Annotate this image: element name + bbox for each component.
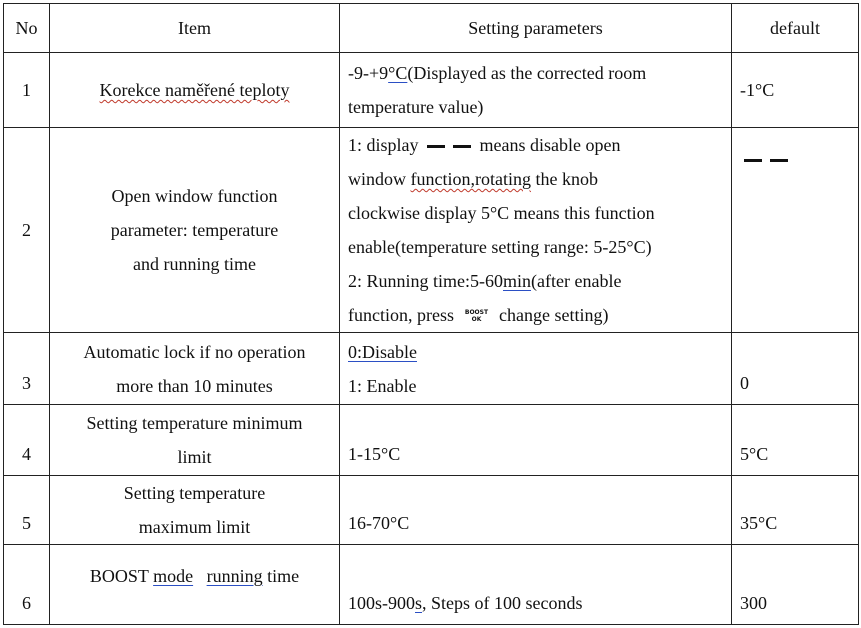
setting-text: , Steps of 100 seconds	[422, 593, 583, 613]
row-default: 5°C	[732, 405, 859, 476]
setting-line: enable(temperature setting range: 5-25°C)	[348, 237, 652, 257]
item-line: Setting temperature	[123, 483, 266, 503]
row-item	[50, 53, 340, 128]
table-row	[4, 53, 859, 128]
header-default: default	[732, 4, 859, 53]
setting-unit: s	[415, 593, 423, 613]
row-default: 35°C	[732, 476, 859, 545]
row-number: 3	[4, 333, 50, 405]
header-setting-parameters: Setting parameters	[340, 4, 732, 53]
row-number: 5	[4, 476, 50, 545]
setting-text: 1: display	[348, 135, 419, 155]
row-item	[50, 545, 340, 625]
setting-line	[348, 128, 723, 162]
setting-text: (after enable	[531, 271, 622, 291]
item-text: running	[206, 566, 263, 586]
setting-unit: °C	[388, 63, 408, 83]
row-setting: 16-70°C	[340, 476, 732, 545]
item-text: mode	[153, 566, 194, 586]
row-number: 1	[4, 53, 50, 128]
row-setting	[340, 53, 732, 128]
settings-table	[3, 3, 859, 625]
setting-text: means disable open	[479, 135, 621, 155]
setting-text: function, press	[348, 305, 454, 325]
item-text: time	[267, 566, 300, 586]
setting-text: window	[348, 169, 406, 189]
table-row	[4, 333, 859, 405]
row-number: 6	[4, 545, 50, 625]
row-item	[50, 476, 340, 545]
setting-note: (Displayed as the corrected room temperature value)	[348, 63, 647, 117]
item-line: and running time	[133, 254, 256, 274]
item-line: more than 10 minutes	[116, 375, 273, 396]
dash-dash-icon	[423, 135, 475, 155]
header-row	[4, 4, 859, 53]
table-row	[4, 405, 859, 476]
setting-line	[348, 264, 723, 298]
setting-text: function,rotating	[410, 169, 531, 189]
row-setting	[340, 128, 732, 333]
item-line: Open window function	[111, 186, 278, 206]
setting-text: 2: Running time:5-60	[348, 271, 503, 291]
setting-line: 0:Disable	[348, 341, 417, 362]
table-row	[4, 476, 859, 545]
header-item: Item	[50, 4, 340, 53]
dash-dash-icon	[740, 142, 792, 176]
row-setting: 1-15°C	[340, 405, 732, 476]
item-line: Automatic lock if no operation	[83, 341, 306, 362]
item-line: Setting temperature minimum	[86, 413, 303, 433]
setting-line: 1: Enable	[348, 375, 417, 396]
setting-text: 100s-900	[348, 593, 415, 613]
table-row	[4, 545, 859, 625]
item-line: parameter: temperature	[110, 220, 279, 240]
row-default: -1°C	[732, 53, 859, 128]
table-row	[4, 128, 859, 333]
setting-unit: min	[503, 271, 532, 291]
item-text: BOOST	[89, 566, 149, 586]
item-text: Korekce naměřené teploty	[99, 80, 290, 100]
boost-ok-icon: BOOST OK	[464, 308, 489, 323]
setting-text: change setting)	[498, 305, 609, 325]
row-item	[50, 128, 340, 333]
item-line: maximum limit	[138, 517, 251, 537]
row-default: 0	[732, 333, 859, 405]
header-no: No	[4, 4, 50, 53]
row-default	[732, 128, 859, 333]
setting-text: the knob	[535, 169, 598, 189]
row-setting	[340, 545, 732, 625]
row-number: 2	[4, 128, 50, 333]
setting-range: -9-+9	[348, 63, 389, 83]
item-line: limit	[177, 447, 212, 467]
setting-line	[348, 162, 723, 196]
row-item	[50, 405, 340, 476]
row-default: 300	[732, 545, 859, 625]
row-number: 4	[4, 405, 50, 476]
row-setting	[340, 333, 732, 405]
setting-line	[348, 298, 723, 332]
row-item	[50, 333, 340, 405]
setting-line: clockwise display 5°C means this function	[348, 203, 655, 223]
